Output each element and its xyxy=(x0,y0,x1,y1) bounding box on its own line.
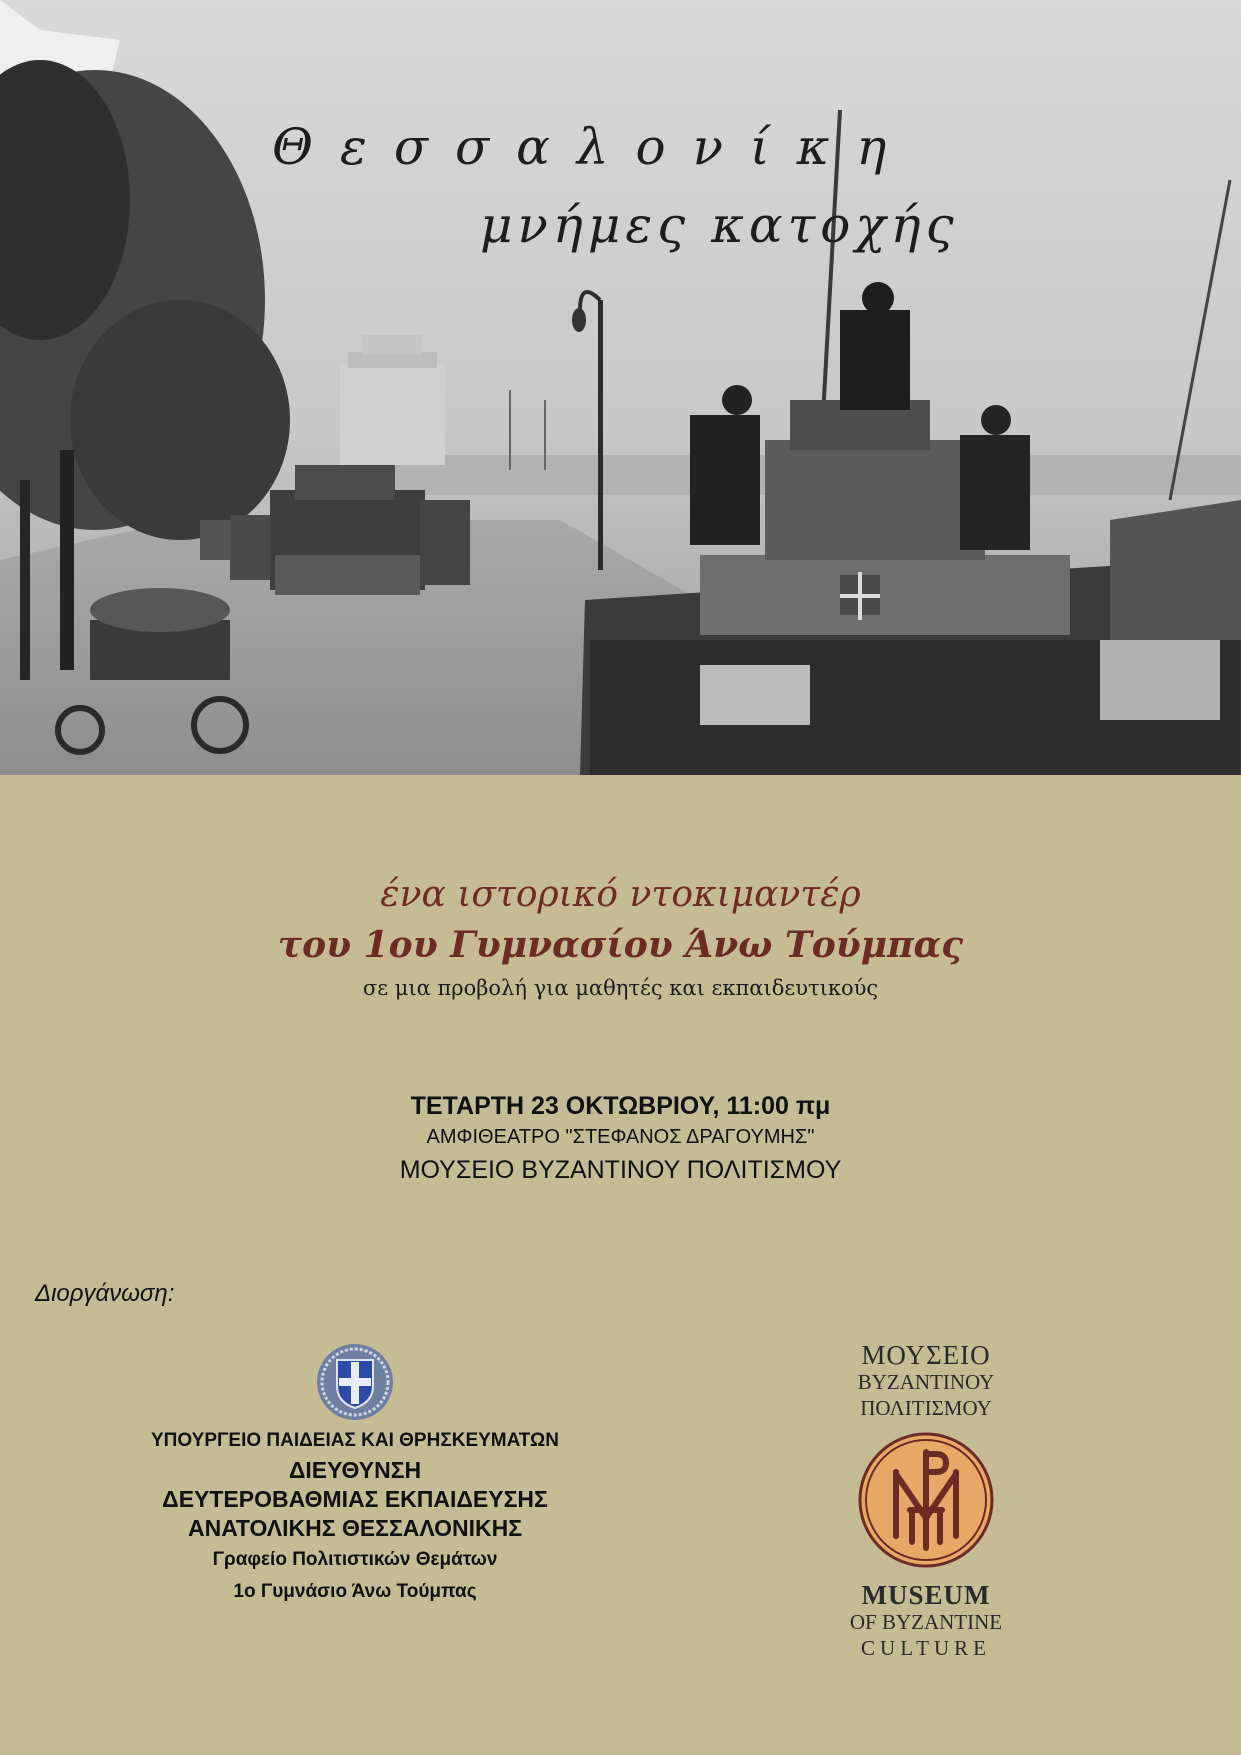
event-date-time: ΤΕΤΑΡΤΗ 23 ΟΚΤΩΒΡΙΟΥ, 11:00 πμ xyxy=(410,1092,831,1120)
museum-logo-line: MUSEUM xyxy=(861,1580,991,1610)
museum-logo-line: CULTURE xyxy=(861,1636,991,1660)
directorate-line: ΔΙΕΥΘΥΝΣΗ xyxy=(288,1457,422,1483)
ministry-name: ΥΠΟΥΡΓΕΙΟ ΠΑΙΔΕΙΑΣ ΚΑΙ ΘΡΗΣΚΕΥΜΑΤΩΝ xyxy=(151,1430,559,1451)
school-name-line: 1ο Γυμνάσιο Άνω Τούμπας xyxy=(233,1581,477,1602)
event-museum: ΜΟΥΣΕΙΟ ΒΥΖΑΝΤΙΝΟΥ ΠΟΛΙΤΙΣΜΟΥ xyxy=(399,1156,842,1184)
museum-logo-line: OF BYZANTINE xyxy=(849,1610,1003,1634)
documentary-line: ένα ιστορικό ντοκιμαντέρ xyxy=(380,874,861,915)
museum-logo-line: ΜΟΥΣΕΙΟ xyxy=(861,1340,991,1370)
occupation-photo xyxy=(0,0,1241,775)
cultural-office-line: Γραφείο Πολιτιστικών Θεμάτων xyxy=(212,1549,498,1570)
secondary-education-line: ΔΕΥΤΕΡΟΒΑΘΜΙΑΣ ΕΚΠΑΙΔΕΥΣΗΣ xyxy=(162,1486,548,1512)
event-venue: ΑΜΦΙΘΕΑΤΡΟ "ΣΤΕΦΑΝΟΣ ΔΡΑΓΟΥΜΗΣ" xyxy=(426,1126,815,1148)
tank-street-scene xyxy=(0,0,1241,775)
east-thessaloniki-line: ΑΝΑΤΟΛΙΚΗΣ ΘΕΣΣΑΛΟΝΙΚΗΣ xyxy=(187,1515,523,1541)
organizer-label: Διοργάνωση: xyxy=(35,1280,175,1307)
hero-title: Θεσσαλονίκη xyxy=(272,118,914,176)
hellenic-republic-emblem-icon xyxy=(315,1342,395,1422)
hero-subtitle: μνήμες κατοχής xyxy=(480,196,959,254)
museum-logo-line: ΠΟΛΙΤΙΣΜΟΥ xyxy=(860,1396,992,1420)
museum-logo-line: ΒΥΖΑΝΤΙΝΟΥ xyxy=(857,1370,995,1394)
screening-line: σε μια προβολή για μαθητές και εκπαιδευτικούς xyxy=(362,976,879,1000)
museum-monogram-icon xyxy=(858,1432,994,1568)
school-line: του 1ου Γυμνασίου Άνω Τούμπας xyxy=(277,924,964,966)
